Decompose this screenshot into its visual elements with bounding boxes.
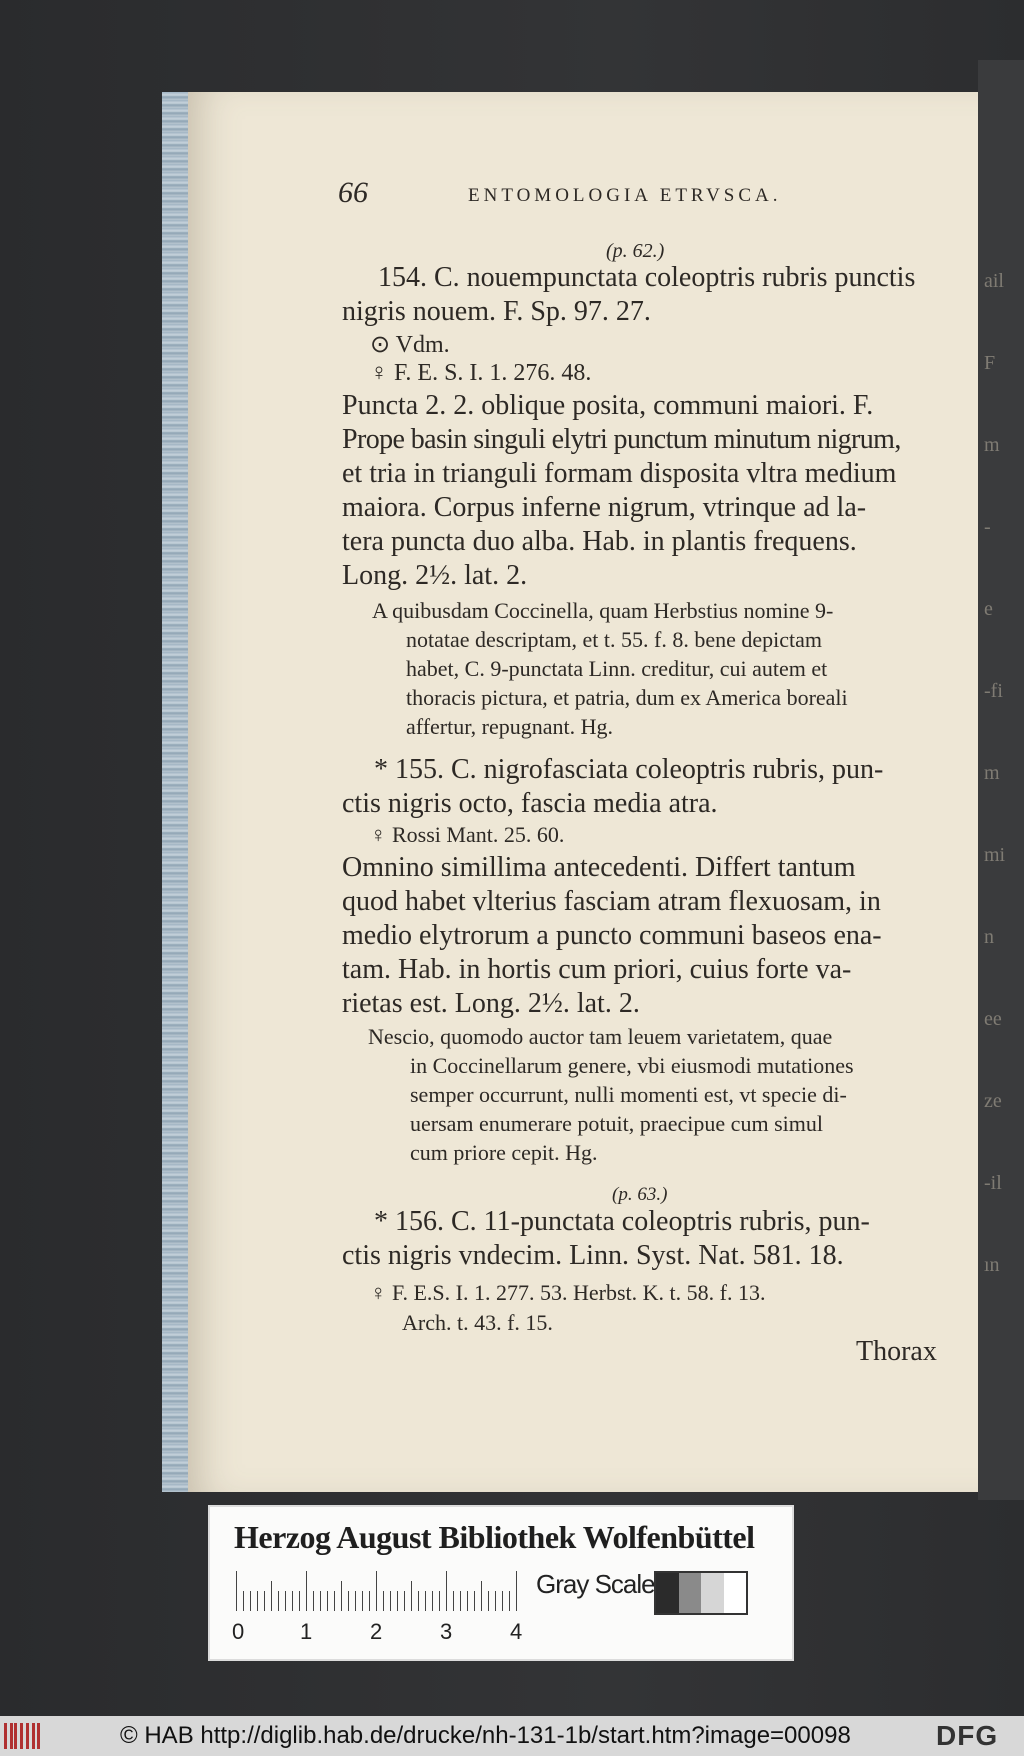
scale-number-2: 2	[370, 1619, 383, 1644]
entry-154-line-3: ⊙ Vdm.	[370, 332, 450, 358]
ruler-tick	[516, 1571, 517, 1611]
catchword: Thorax	[856, 1336, 937, 1367]
page-reference-62: (p. 62.)	[606, 240, 665, 262]
note-155-line-2: in Coccinellarum genere, vbi eiusmodi mutationes	[410, 1053, 854, 1078]
ruler-tick	[313, 1591, 314, 1611]
ruler-tick	[369, 1591, 370, 1611]
viewer-footer	[0, 1716, 1024, 1756]
scale-number-3: 3	[440, 1619, 453, 1644]
note-155-line-4: uersam enumerare potuit, praecipue cum simul	[410, 1111, 823, 1136]
entry-154-line-10: Long. 2½. lat. 2.	[342, 560, 528, 591]
ruler-tick	[502, 1591, 503, 1611]
footer-credit-link[interactable]: © HAB http://diglib.hab.de/drucke/nh-131-1b/start.htm?image=00098	[120, 1722, 851, 1749]
logo-bar	[26, 1723, 29, 1749]
note-154-line-2: notatae descriptam, et t. 55. f. 8. bene depictam	[406, 627, 823, 652]
ruler-tick	[481, 1581, 482, 1611]
facing-page-ghost-text: m	[984, 762, 1000, 784]
facing-page-ghost-text: n	[984, 926, 994, 948]
entry-154-line-8: maiora. Corpus inferne nigrum, vtrinque ad la-	[342, 492, 867, 523]
logo-bar	[32, 1723, 35, 1749]
facing-page-ghost-text: ze	[984, 1090, 1002, 1112]
facing-page-ghost-text: -il	[984, 1172, 1002, 1194]
entry-156-line-2: ctis nigris vndecim. Linn. Syst. Nat. 581. 18.	[342, 1240, 844, 1271]
note-155-line-5: cum priore cepit. Hg.	[410, 1140, 598, 1165]
gray-swatch-3	[724, 1573, 747, 1613]
ruler-tick	[397, 1591, 398, 1611]
ruler-tick	[306, 1571, 307, 1611]
facing-page-ghost-text: mi	[984, 844, 1006, 866]
gray-scale-label: Gray Scale	[536, 1569, 655, 1599]
ruler-tick	[509, 1591, 510, 1611]
facing-page-ghost-text: F	[984, 352, 996, 374]
logo-bar	[10, 1723, 13, 1749]
entry-154-line-5: Puncta 2. 2. oblique posita, communi maiori. F.	[342, 390, 874, 421]
ruler-tick	[453, 1591, 454, 1611]
ruler-tick	[467, 1591, 468, 1611]
entry-154-line-1	[378, 262, 915, 294]
note-155-line-1: Nescio, quomodo auctor tam leuem varietatem, quae	[368, 1024, 833, 1049]
facing-page-ghost-text: e	[984, 598, 993, 620]
ruler-tick	[327, 1591, 328, 1611]
ruler-tick	[362, 1591, 363, 1611]
ruler-tick	[425, 1591, 426, 1611]
facing-page-ghost-text: ın	[984, 1254, 1000, 1276]
entry-154-line-9: tera puncta duo alba. Hab. in plantis frequens.	[342, 526, 857, 557]
note-154-line-1: A quibusdam Coccinella, quam Herbstius nomine 9-	[372, 598, 834, 623]
logo-bar	[14, 1723, 17, 1749]
entry-155-line-4: Omnino simillima antecedenti. Differt tantum	[342, 852, 856, 883]
note-154-line-5: affertur, repugnant. Hg.	[406, 714, 614, 739]
facing-page-ghost-text: ee	[984, 1008, 1002, 1030]
ruler-tick	[460, 1591, 461, 1611]
ruler-tick	[264, 1591, 265, 1611]
entry-156-line-1: * 156. C. 11-punctata coleoptris rubris, pun-	[374, 1206, 870, 1237]
ruler-tick	[320, 1591, 321, 1611]
page-number: 66	[338, 176, 368, 209]
facing-page-ghost-text: -fi	[984, 680, 1003, 702]
entry-155-line-8: rietas est. Long. 2½. lat. 2.	[342, 988, 640, 1019]
ruler-tick	[355, 1591, 356, 1611]
entry-154-label: 154.	[378, 262, 427, 293]
ruler-tick	[334, 1591, 335, 1611]
dfg-logo: DFG	[936, 1720, 999, 1751]
entry-155-line-6: medio elytrorum a puncto communi baseos ena-	[342, 920, 882, 951]
facing-page-ghost-text: -	[984, 516, 991, 538]
entry-155-line-3: ♀ Rossi Mant. 25. 60.	[370, 822, 565, 847]
note-154-line-3: habet, C. 9-punctata Linn. creditur, cui autem et	[406, 656, 828, 681]
ruler-tick	[236, 1571, 237, 1611]
entry-156-line-3: ♀ F. E.S. I. 1. 277. 53. Herbst. K. t. 58. f. 13.	[370, 1280, 766, 1305]
entry-155-line-5: quod habet vlterius fasciam atram flexuosam, in	[342, 886, 881, 917]
logo-bar	[37, 1723, 40, 1749]
entry-154-line-7: et tria in trianguli formam disposita vltra medium	[342, 458, 897, 489]
ruler-tick	[250, 1591, 251, 1611]
entry-155-line-7: tam. Hab. in hortis cum priori, cuius forte va-	[342, 954, 852, 985]
facing-page-ghost-text: m	[984, 434, 1000, 456]
ruler-tick	[432, 1591, 433, 1611]
scale-number-1: 1	[300, 1619, 313, 1644]
ruler-tick	[299, 1591, 300, 1611]
ruler-ticks	[236, 1567, 516, 1611]
gray-swatch-2	[701, 1573, 724, 1613]
ruler-tick	[243, 1591, 244, 1611]
ruler-tick	[341, 1581, 342, 1611]
ruler-tick	[488, 1591, 489, 1611]
scale-number-0: 0	[232, 1619, 245, 1644]
ruler-tick	[257, 1591, 258, 1611]
note-154-line-4: thoracis pictura, et patria, dum ex America boreali	[406, 685, 848, 710]
entry-155-line-2: ctis nigris octo, fascia media atra.	[342, 788, 718, 819]
entry-156-line-4: Arch. t. 43. f. 15.	[402, 1310, 553, 1335]
ruler-tick	[446, 1571, 447, 1611]
ruler-tick	[418, 1591, 419, 1611]
ruler-tick	[292, 1591, 293, 1611]
ruler-tick	[390, 1591, 391, 1611]
entry-154-line-4: ♀ F. E. S. I. 1. 276. 48.	[370, 360, 592, 386]
scale-number-4: 4	[510, 1619, 523, 1644]
entry-154-line-6: Prope basin singuli elytri punctum minutum nigrum,	[342, 424, 901, 455]
ruler-tick	[439, 1591, 440, 1611]
ruler-tick	[285, 1591, 286, 1611]
entry-154-species: C. nouempunctata coleoptris rubris punctis	[434, 262, 916, 293]
entry-154-line-2: nigris nouem. F. Sp. 97. 27.	[342, 296, 651, 327]
hab-barcode-logo-icon	[4, 1721, 42, 1751]
ruler-tick	[495, 1591, 496, 1611]
institution-name: Herzog August Bibliothek Wolfenbüttel	[234, 1519, 755, 1555]
ruler-tick	[383, 1591, 384, 1611]
entry-155-line-1: * 155. C. nigrofasciata coleoptris rubris, pun-	[374, 754, 884, 785]
logo-bar	[4, 1723, 7, 1749]
running-head: ENTOMOLOGIA ETRVSCA.	[468, 185, 782, 206]
gray-swatch-0	[656, 1573, 679, 1613]
ruler-tick	[376, 1571, 377, 1611]
facing-page-sliver	[978, 60, 1024, 1500]
ruler-tick	[348, 1591, 349, 1611]
book-page-edges	[162, 92, 191, 1492]
page-reference-63: (p. 63.)	[612, 1184, 668, 1205]
ruler-tick	[474, 1591, 475, 1611]
facing-page-ghost-text: ail	[984, 270, 1004, 292]
color-reference-card	[208, 1505, 794, 1661]
ruler-tick	[278, 1591, 279, 1611]
logo-bar	[20, 1723, 23, 1749]
ruler-tick	[271, 1581, 272, 1611]
note-155-line-3: semper occurrunt, nulli momenti est, vt specie di-	[410, 1082, 847, 1107]
gray-swatch-1	[679, 1573, 702, 1613]
ruler-tick	[404, 1591, 405, 1611]
gray-scale-swatches	[654, 1571, 748, 1615]
ruler-tick	[411, 1581, 412, 1611]
